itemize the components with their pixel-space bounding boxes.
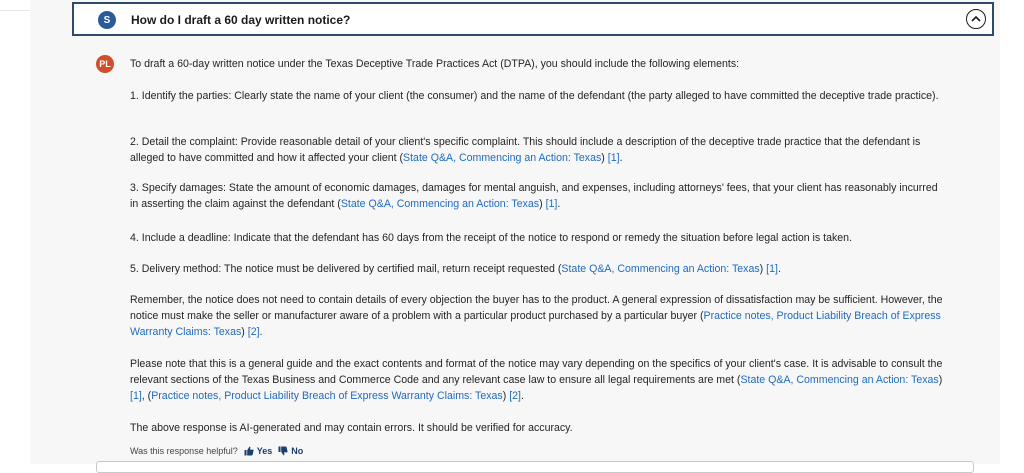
thumbs-down-icon xyxy=(278,446,288,456)
ai-avatar: PL xyxy=(96,55,114,73)
user-avatar: S xyxy=(98,11,116,29)
feedback-prompt: Was this response helpful? xyxy=(130,446,238,456)
answer-step-2: 2. Detail the complaint: Provide reasonable detail of your client's specific complaint. This should include a description of the deceptive trade practice that the defendant is alleged to have committed and how it affected your client (State Q&A, Commencing an Action: Texas) [1]. xyxy=(130,136,921,164)
remember-text: Remember, the notice does not need to contain details of every objection the buyer has to the product. A general expression of dissatisfaction may be sufficient. However, the notice must make the seller or manufacturer aware of a problem with a particular product purchased by a particular buyer ( xyxy=(130,294,943,322)
question-text: How do I draft a 60 day written notice? xyxy=(131,13,351,27)
answer-intro: To draft a 60-day written notice under the Texas Deceptive Trade Practices Act (DTPA), you should include the following elements: xyxy=(130,58,740,70)
answer-note: Please note that this is a general guide and the exact contents and format of the notice may vary depending on the specifics of your client's case. It is advisable to consult the relevant sections of the Texas Business and Commerce Code and any relevant case law to ensure all legal requirements are met (State Q&A, Commencing an Action: Texas) [1], (Practice notes, Product Liability Breach of Express Warranty Claims: Texas) [2]. xyxy=(130,358,943,402)
citation-link[interactable]: Practice notes, Product Liability Breach of Express Warranty Claims: Texas xyxy=(151,390,503,402)
step-5-text: 5. Delivery method: The notice must be delivered by certified mail, return receipt requested ( xyxy=(130,263,562,275)
answer-step-4: 4. Include a deadline: Indicate that the defendant has 60 days from the receipt of the notice to respond or remedy the situation before legal action is taken. xyxy=(130,232,853,244)
answer-step-5: 5. Delivery method: The notice must be delivered by certified mail, return receipt requested (State Q&A, Commencing an Action: Texas) [1]. xyxy=(130,263,781,275)
answer-step-1: 1. Identify the parties: Clearly state the name of your client (the consumer) and the name of the defendant (the party alleged to have committed the deceptive trade practice). xyxy=(130,90,939,102)
step-3-text: 3. Specify damages: State the amount of economic damages, damages for mental anguish, and expenses, including attorneys' fees, that your client has reasonably incurred in asserting the claim against the defendant ( xyxy=(130,182,938,210)
collapse-button[interactable] xyxy=(966,9,986,29)
feedback-yes-label: Yes xyxy=(256,446,273,456)
note-text: Please note that this is a general guide and the exact contents and format of the notice may vary depending on the specifics of your client's case. It is advisable to consult the relevant sections of the Texas Business and Commerce Code and any relevant case law to ensure all legal requirements are met ( xyxy=(130,358,943,386)
citation-ref[interactable]: [1] xyxy=(130,390,142,402)
step-2-text: 2. Detail the complaint: Provide reasonable detail of your client's specific complaint. This should include a description of the deceptive trade practice that the defendant is alleged to have committed and how it affected your client ( xyxy=(130,136,921,164)
citation-link[interactable]: State Q&A, Commencing an Action: Texas xyxy=(561,263,760,275)
feedback-no-label: No xyxy=(291,446,304,456)
citation-ref[interactable]: [2] xyxy=(247,326,260,338)
citation-ref[interactable]: [1] xyxy=(766,263,778,275)
ai-disclaimer: The above response is AI-generated and may contain errors. It should be verified for accuracy. xyxy=(130,422,573,434)
feedback-no-button[interactable] xyxy=(278,446,303,456)
chevron-up-icon xyxy=(971,15,981,23)
citation-ref[interactable]: [1] xyxy=(607,152,620,164)
citation-link[interactable]: State Q&A, Commencing an Action: Texas xyxy=(403,152,602,164)
feedback-yes-button[interactable] xyxy=(244,446,273,456)
followup-input-box[interactable] xyxy=(96,461,974,473)
citation-link[interactable]: State Q&A, Commencing an Action: Texas xyxy=(340,198,540,210)
question-header[interactable] xyxy=(72,2,994,36)
answer-step-3: 3. Specify damages: State the amount of economic damages, damages for mental anguish, and expenses, including attorneys' fees, that your client has reasonably incurred in asserting the claim against the defendant (State Q&A, Commencing an Action: Texas) [1]. xyxy=(130,182,938,210)
thumbs-up-icon xyxy=(244,446,254,456)
answer-remember: Remember, the notice does not need to contain details of every objection the buyer has to the product. A general expression of dissatisfaction may be sufficient. However, the notice must make the seller or manufacturer aware of a problem with a particular product purchased by a particular buyer (Practice notes, Product Liability Breach of Express Warranty Claims: Texas) [2]. xyxy=(130,294,943,338)
citation-link[interactable]: Practice notes, Product Liability Breach of Express Warranty Claims: Texas xyxy=(130,310,941,338)
citation-ref[interactable]: [1] xyxy=(545,198,558,210)
citation-link[interactable]: State Q&A, Commencing an Action: Texas xyxy=(740,374,939,386)
feedback-bar xyxy=(130,446,303,456)
left-gutter xyxy=(0,0,30,464)
citation-ref[interactable]: [2] xyxy=(509,390,521,402)
